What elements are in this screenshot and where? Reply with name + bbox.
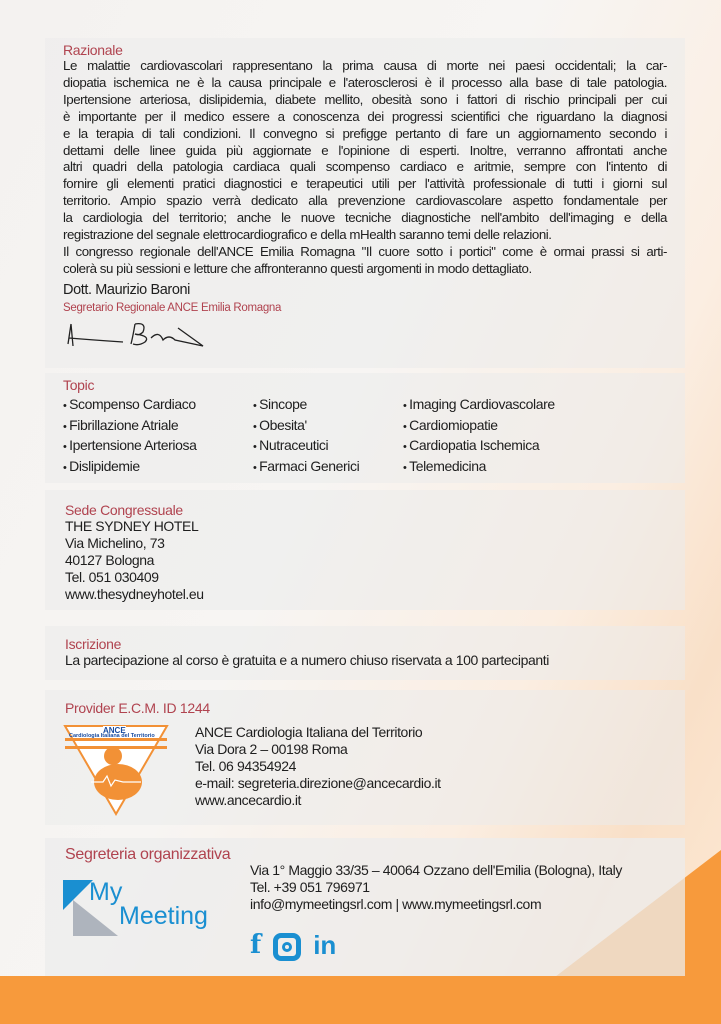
topic-item: • Telemedicina — [403, 457, 663, 478]
topic-column — [403, 395, 663, 477]
signature-image — [63, 316, 223, 350]
topic-item: • Imaging Cardiovascolare — [403, 395, 663, 416]
instagram-icon[interactable] — [273, 933, 301, 961]
orange-footer-band — [0, 976, 721, 1024]
razionale-section — [45, 38, 685, 368]
topic-item: • Farmaci Generici — [253, 457, 403, 478]
iscrizione-title: Iscrizione — [65, 636, 122, 652]
topic-item: • Cardiomiopatie — [403, 416, 663, 437]
provider-website[interactable]: www.ancecardio.it — [195, 792, 302, 808]
razionale-text-line: territorio. Ampio spazio verrà dedicato alla prevenzione cardiovascolare aspetto fondamentale per — [63, 193, 667, 209]
mymeeting-logo: My Meeting — [63, 880, 233, 940]
facebook-icon[interactable]: f — [250, 930, 262, 960]
topic-column — [63, 395, 253, 477]
author-role: Segretario Regionale ANCE Emilia Romagna — [63, 301, 282, 314]
razionale-text-line: la cardiologia del territorio; anche le nuove tecniche diagnostiche nell'ambito dell'imaging e della — [63, 210, 667, 226]
razionale-text-line: Le malattie cardiovascolari rappresentano la prima causa di morte nei paesi occidentali; la car- — [63, 58, 667, 73]
topic-item: • Ipertensione Arteriosa — [63, 436, 253, 457]
topic-item: • Obesita' — [253, 416, 403, 437]
provider-email[interactable]: e-mail: segreteria.direzione@ancecardio.it — [195, 775, 441, 791]
venue-city: 40127 Bologna — [65, 552, 154, 568]
sede-title: Sede Congressuale — [65, 502, 183, 518]
razionale-title: Razionale — [63, 42, 123, 58]
provider-phone: Tel. 06 94354924 — [195, 758, 297, 774]
segreteria-contacts[interactable]: info@mymeetingsrl.com | www.mymeetingsrl.com — [250, 896, 542, 912]
segreteria-phone: Tel. +39 051 796971 — [250, 879, 370, 895]
ance-logo: ANCE Cardiologia Italiana del Territorio — [63, 724, 173, 814]
topic-title: Topic — [63, 377, 95, 393]
venue-address: Via Michelino, 73 — [65, 535, 165, 551]
iscrizione-text: La partecipazione al corso è gratuita e a numero chiuso riservata a 100 partecipanti — [65, 652, 549, 668]
iscrizione-section — [45, 626, 685, 680]
topic-item: • Fibrillazione Atriale — [63, 416, 253, 437]
topic-item: • Nutraceutici — [253, 436, 403, 457]
topic-item: • Sincope — [253, 395, 403, 416]
razionale-text-line: Il congresso regionale dell'ANCE Emilia Romagna "Il cuore sotto i portici" come è ormai prassi si arti- — [63, 243, 667, 259]
author-name: Dott. Maurizio Baroni — [63, 281, 190, 298]
razionale-text-line: dettami delle linee guida più aggiornate e l'opinione di esperti. Inoltre, verranno affrontati anche — [63, 142, 667, 158]
sede-section — [45, 490, 685, 610]
linkedin-icon[interactable]: in — [313, 930, 337, 960]
razionale-text-line: diopatia ischemica ne è la causa principale e l'aterosclerosi è il processo alla base di tale patologia. — [63, 74, 667, 90]
provider-title: Provider E.C.M. ID 1244 — [65, 700, 210, 716]
razionale-text-line: fornire gli elementi pratici diagnostici e terapeutici utili per l'attività professionale di tutti i giorni sul — [63, 176, 667, 192]
razionale-text-line: e la terapia di tali condizioni. Il convegno si prefigge pertanto di fare un aggiornamento secondo i — [63, 125, 667, 141]
razionale-text-line: è importante per il medico essere a conoscenza dei progressi scientifici che riguardano la diagnosi — [63, 108, 667, 124]
razionale-text-line: registrazione del segnale elettrocardiografico e della mHealth saranno temi delle relazioni. — [63, 227, 552, 243]
topic-item: • Cardiopatia Ischemica — [403, 436, 663, 457]
segreteria-section — [45, 838, 685, 976]
razionale-text-line: Ipertensione arteriosa, dislipidemia, diabete mellito, obesità sono i fattori di rischio principali per cui — [63, 91, 667, 107]
venue-name: THE SYDNEY HOTEL — [65, 518, 199, 534]
topic-section — [45, 373, 685, 483]
segreteria-address: Via 1° Maggio 33/35 – 40064 Ozzano dell'Emilia (Bologna), Italy — [250, 862, 622, 878]
venue-phone: Tel. 051 030409 — [65, 569, 159, 585]
provider-address: Via Dora 2 – 00198 Roma — [195, 741, 348, 757]
topic-column — [253, 395, 403, 477]
razionale-text-line: colerà su più sessioni e letture che affronteranno questi argomenti in modo dettagliato. — [63, 260, 532, 276]
provider-name: ANCE Cardiologia Italiana del Territorio — [195, 724, 423, 740]
razionale-text-line: altri quadri della patologia cardiaca quali scompenso cardiaco e aritmie, sempre con l'intento di — [63, 159, 667, 175]
topic-item: • Dislipidemie — [63, 457, 253, 478]
topic-item: • Scompenso Cardiaco — [63, 395, 253, 416]
provider-section — [45, 690, 685, 825]
segreteria-title: Segreteria organizzativa — [65, 846, 231, 863]
venue-website[interactable]: www.thesydneyhotel.eu — [65, 586, 204, 602]
